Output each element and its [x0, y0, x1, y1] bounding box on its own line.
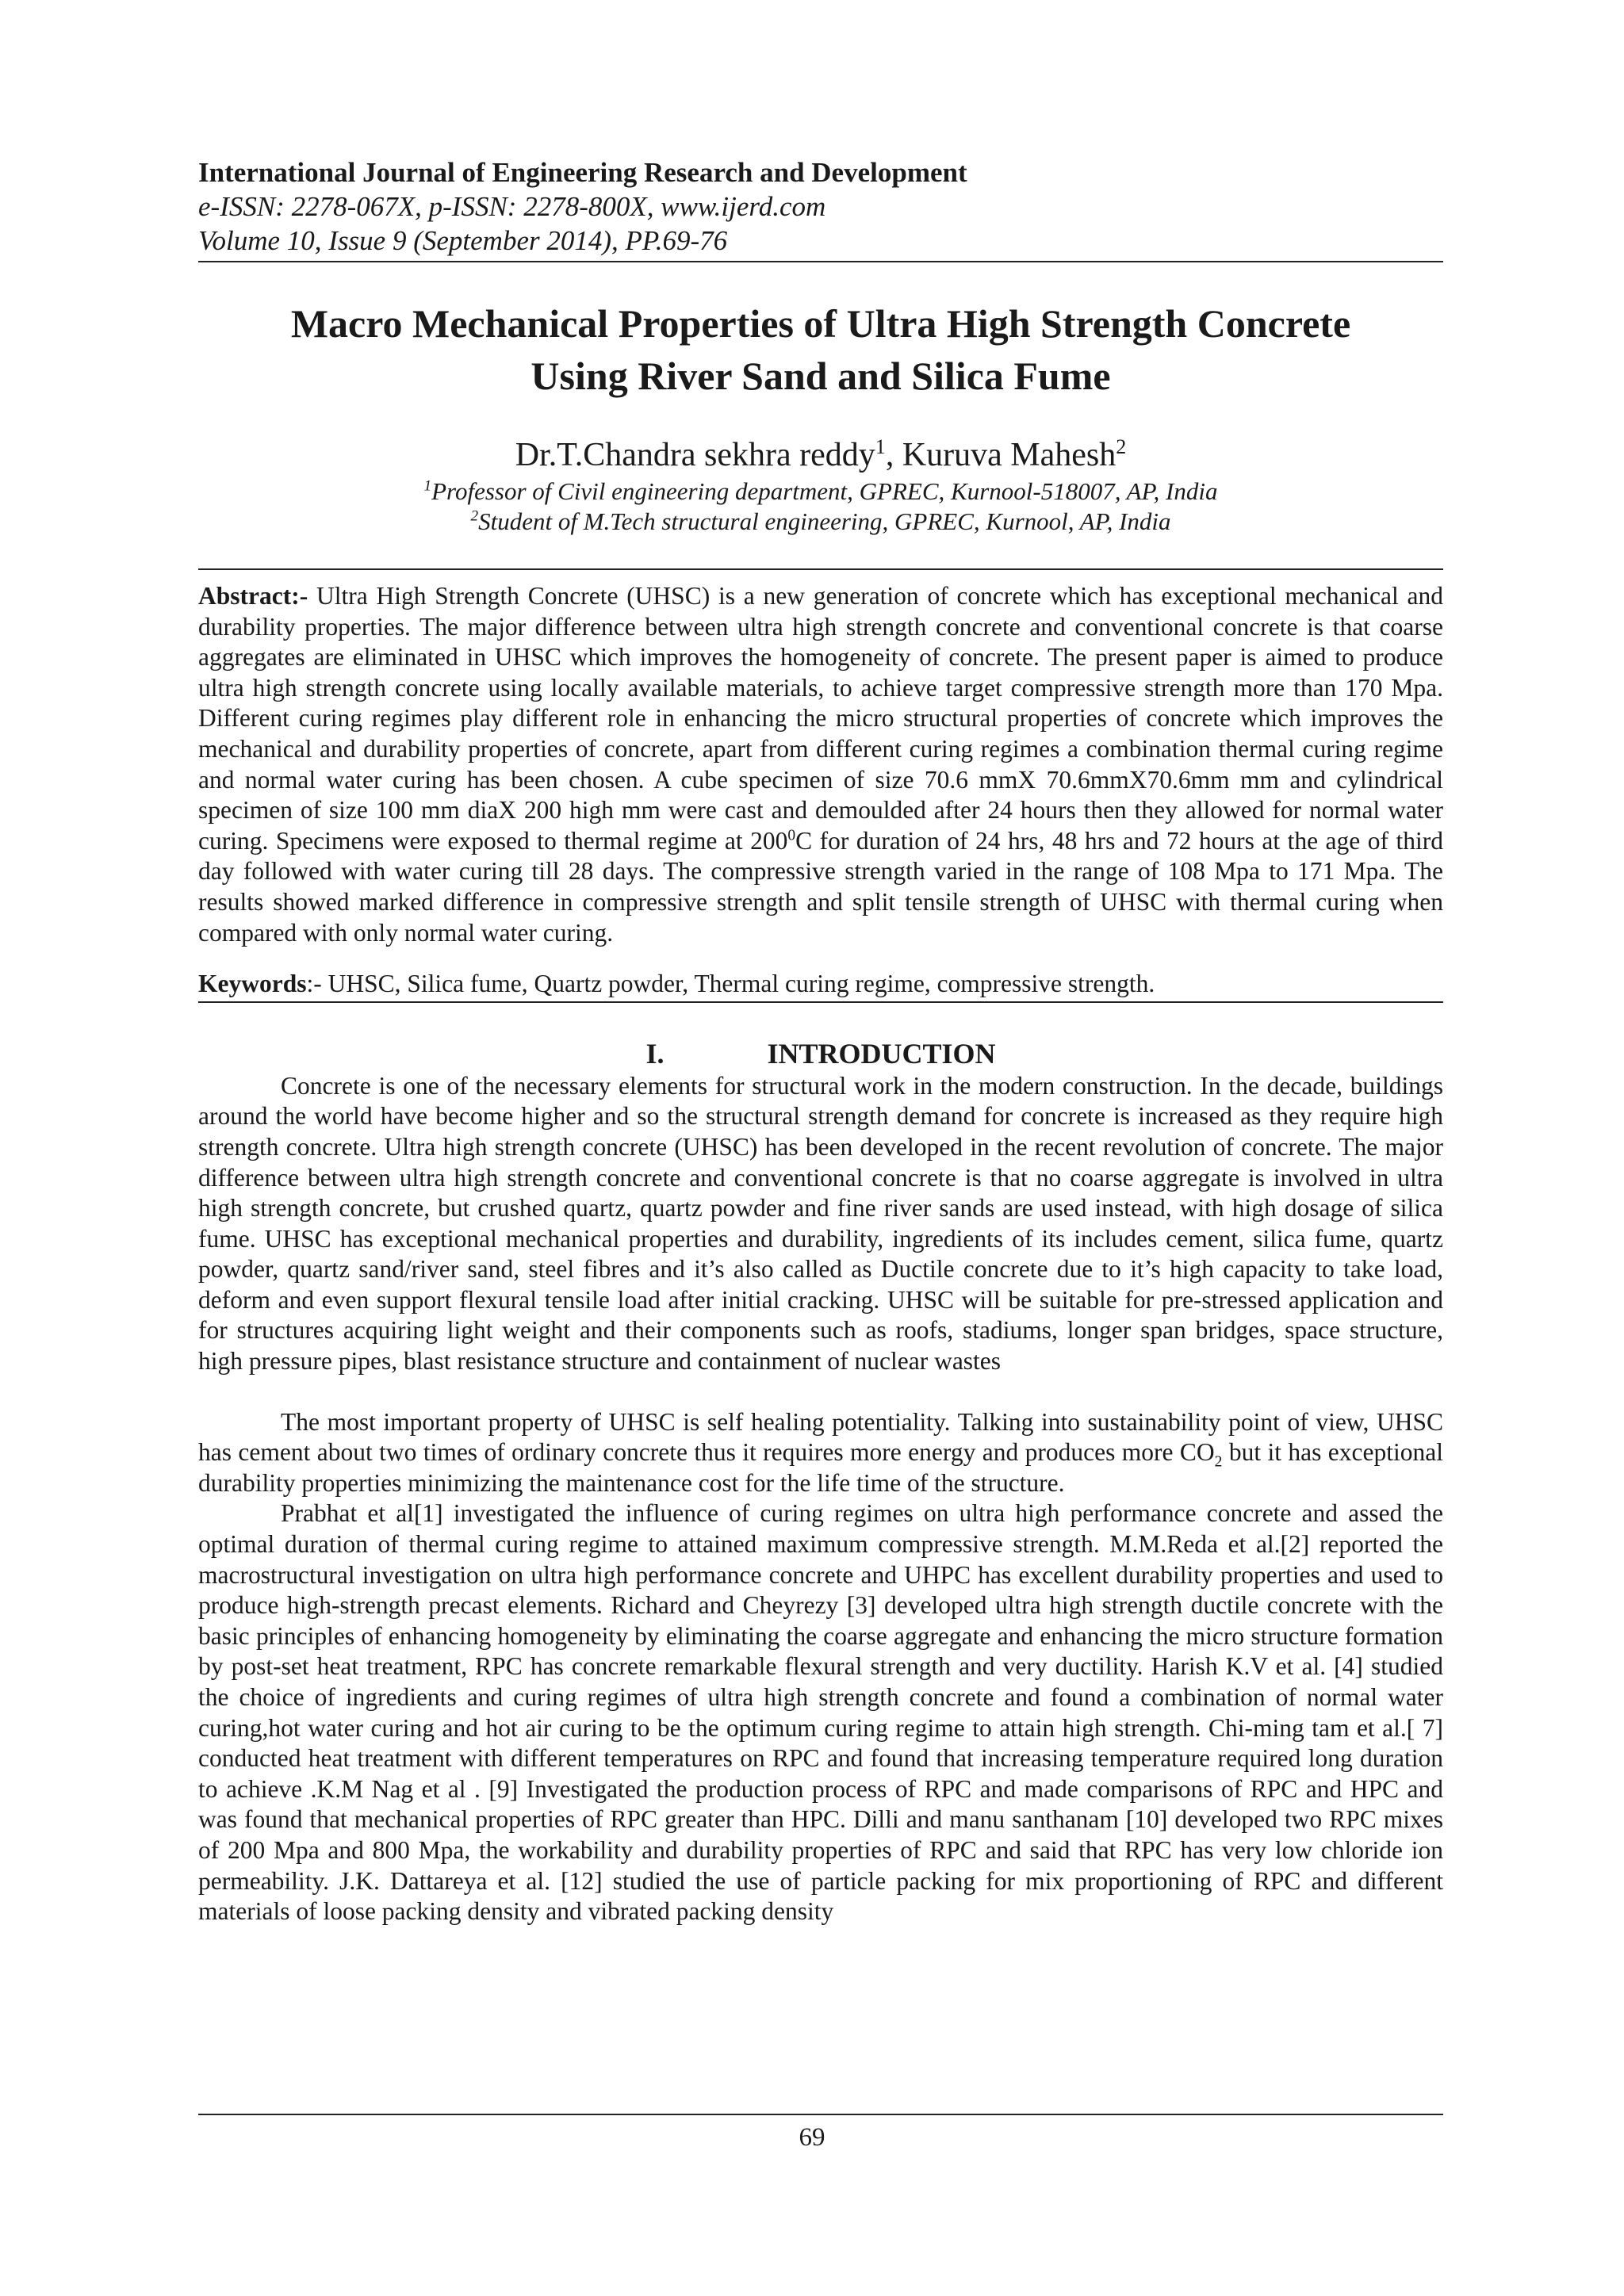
keywords-rule [198, 1001, 1443, 1003]
intro-paragraph-1: Concrete is one of the necessary elements for structural work in the modern construction. In the decade, buildings around the world have become higher and so the structural strength demand for concrete is increased as they require high strength concrete. Ultra high strength concrete (UHSC) has been developed in the recent revolution of concrete. The major difference between ultra high strength concrete and conventional concrete is that no coarse aggregate is involved in ultra high strength concrete, but crushed quartz, quartz powder and fine river sands are used instead, with high dosage of silica fume. UHSC has exceptional mechanical properties and durability, ingredients of its includes cement, silica fume, quartz powder, quartz sand/river sand, steel fibres and it’s also called as Ductile concrete due to it’s high capacity to take load, deform and even support flexural tensile load after initial cracking. UHSC will be suitable for pre-stressed application and for structures acquiring light weight and their components such as roofs, stadiums, longer span bridges, space structure, high pressure pipes, blast resistance structure and containment of nuclear wastes [198, 1071, 1443, 1376]
footer-rule [198, 2114, 1443, 2115]
journal-name: International Journal of Engineering Research and Development [198, 157, 967, 188]
affiliation-2-text: Student of M.Tech structural engineering, GPREC, Kurnool, AP, India [478, 507, 1171, 535]
author-2: Kuruva Mahesh [902, 437, 1116, 473]
abstract-label: Abstract:- [198, 582, 308, 610]
degree-superscript: 0 [787, 827, 796, 844]
journal-volume: Volume 10, Issue 9 (September 2014), PP.69-76 [198, 225, 728, 256]
affiliation-1-mark: 1 [423, 477, 432, 495]
paper-title [198, 297, 1443, 402]
page-number: 69 [799, 2123, 825, 2152]
author-list [198, 434, 1443, 476]
paper-page [198, 155, 1443, 1927]
paragraph-gap [198, 1377, 1443, 1407]
affiliation-1 [198, 476, 1443, 507]
intro-paragraph-2-part-2: but it has exceptional durability properties minimizing the maintenance cost for the life time of the structure. [198, 1438, 1443, 1497]
section-heading-introduction [198, 1036, 1443, 1071]
keywords-label: Keywords [198, 970, 307, 998]
author-2-affil-mark: 2 [1116, 435, 1127, 458]
abstract-top-rule [198, 568, 1443, 570]
header-rule [198, 261, 1443, 262]
co2-subscript: 2 [1214, 1453, 1223, 1471]
intro-paragraph-2-part-1: The most important property of UHSC is self healing potentiality. Talking into sustainability point of view, UHSC has cement about two times of ordinary concrete thus it requires more energy and produces more CO [198, 1407, 1443, 1467]
author-1-affil-mark: 1 [875, 435, 886, 458]
affiliation-2-mark: 2 [470, 507, 479, 525]
title-line-2: Using River Sand and Silica Fume [530, 354, 1111, 398]
keywords [198, 969, 1443, 1000]
affiliation-2 [198, 507, 1443, 537]
title-line-1: Macro Mechanical Properties of Ultra High Strength Concrete [290, 301, 1351, 346]
author-separator: , [885, 437, 902, 473]
abstract-text-part-2: C for duration of 24 hrs, 48 hrs and 72 hours at the age of third day followed with water curing till 28 days. The compressive strength varied in the range of 108 Mpa to 171 Mpa. The results showed marked difference in compressive strength and split tensile strength of UHSC with thermal curing when compared with only normal water curing. [198, 826, 1443, 947]
abstract [198, 581, 1443, 948]
journal-header [198, 155, 1443, 262]
journal-issn: e-ISSN: 2278-067X, p-ISSN: 2278-800X, www.ijerd.com [198, 191, 826, 222]
section-number: I. [645, 1037, 665, 1070]
affiliation-1-text: Professor of Civil engineering department, GPREC, Kurnool-518007, AP, India [431, 477, 1218, 505]
intro-paragraph-3: Prabhat et al[1] investigated the influence of curing regimes on ultra high performance concrete and assed the optimal duration of thermal curing regime to attained maximum compressive strength. M.M.Reda et al.[2] reported the macrostructural investigation on ultra high performance concrete and UHPC has excellent durability properties and used to produce high-strength precast elements. Richard and Cheyrezy [3] developed ultra high strength ductile concrete with the basic principles of enhancing homogeneity by eliminating the coarse aggregate and enhancing the micro structure formation by post-set heat treatment, RPC has concrete remarkable flexural strength and very ductility. Harish K.V et al. [4] studied the choice of ingredients and curing regimes of ultra high strength concrete and found a combination of normal water curing,hot water curing and hot air curing to be the optimum curing regime to attain high strength. Chi-ming tam et al.[ 7] conducted heat treatment with different temperatures on RPC and found that increasing temperature required long duration to achieve .K.M Nag et al . [9] Investigated the production process of RPC and made comparisons of RPC and HPC and was found that mechanical properties of RPC greater than HPC. Dilli and manu santhanam [10] developed two RPC mixes of 200 Mpa and 800 Mpa, the workability and durability properties of RPC and said that RPC has very low chloride ion permeability. J.K. Dattareya et al. [12] studied the use of particle packing for mix proportioning of RPC and different materials of loose packing density and vibrated packing density [198, 1499, 1443, 1926]
section-title: INTRODUCTION [767, 1037, 996, 1070]
intro-paragraph-2 [198, 1407, 1443, 1499]
keywords-text: :- UHSC, Silica fume, Quartz powder, Thermal curing regime, compressive strength. [306, 970, 1155, 998]
author-1: Dr.T.Chandra sekhra reddy [515, 437, 875, 473]
abstract-text-part-1: Ultra High Strength Concrete (UHSC) is a new generation of concrete which has exceptional mechanical and durability properties. The major difference between ultra high strength concrete and conventional concrete is that coarse aggregates are eliminated in UHSC which improves the homogeneity of concrete. The present paper is aimed to produce ultra high strength concrete using locally available materials, to achieve target compressive strength more than 170 Mpa. Different curing regimes play different role in enhancing the micro structural properties of concrete which improves the mechanical and durability properties of concrete, apart from different curing regimes a combination thermal curing regime and normal water curing has been chosen. A cube specimen of size 70.6 mmX 70.6mmX70.6mm mm and cylindrical specimen of size 100 mm diaX 200 high mm were cast and demoulded after 24 hours then they allowed for normal water curing. Specimens were exposed to thermal regime at 200 [198, 582, 1443, 855]
